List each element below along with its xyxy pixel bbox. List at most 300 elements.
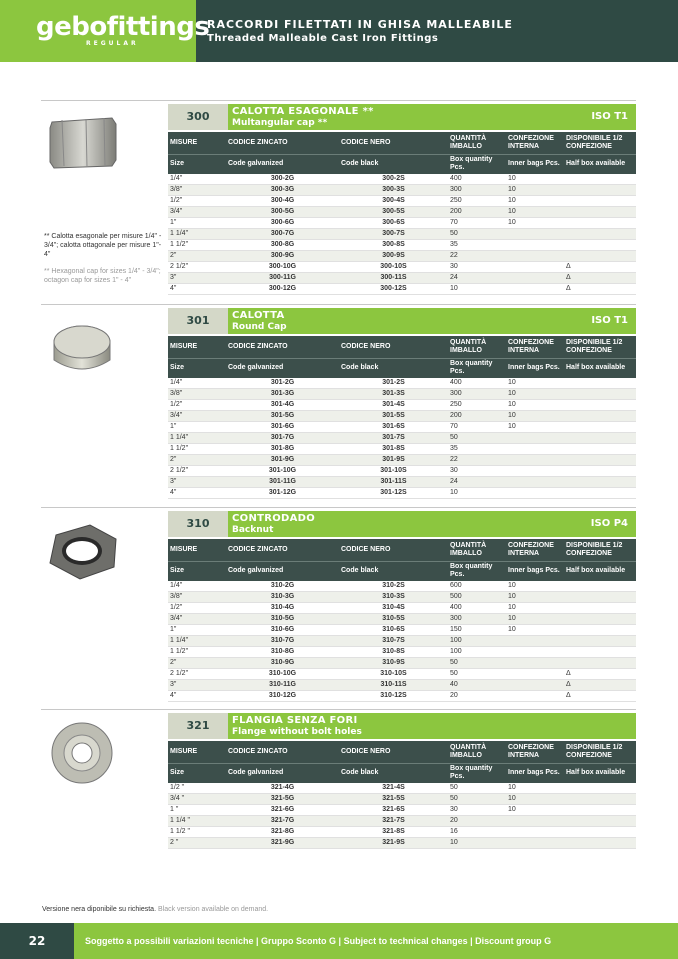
cell-code-galvanized: 310-6G [226,625,339,636]
cell-size: 1 1/4 " [168,816,226,827]
col-header-code-galvanized: Code galvanized [226,358,339,378]
note-english: ** Hexagonal cap for sizes 1/4" - 3/4"; octagon cap for sizes 1" - 4" [44,268,161,284]
cell-inner-bags: 10 [506,805,564,816]
cell-code-galvanized: 301-12G [226,488,339,499]
cell-half-box: Δ [564,284,636,295]
cell-inner-bags [506,488,564,499]
cell-code-black: 310-6S [339,625,448,636]
cell-half-box [564,625,636,636]
cell-size: 1 1/4" [168,229,226,240]
section-divider [41,507,636,508]
cell-half-box [564,614,636,625]
cell-half-box [564,389,636,400]
section-divider [41,709,636,710]
cell-inner-bags [506,240,564,251]
cell-half-box [564,422,636,433]
cell-code-black: 321-8S [339,827,448,838]
table-row [168,477,636,488]
cell-code-black: 300-2S [339,174,448,185]
cell-inner-bags [506,691,564,702]
cell-size: 1" [168,422,226,433]
cell-code-galvanized: 300-5G [226,207,339,218]
col-header-code-black: Code black [339,561,448,581]
cell-half-box [564,444,636,455]
cell-size: 3" [168,680,226,691]
table-row [168,218,636,229]
table-row [168,827,636,838]
cell-inner-bags: 10 [506,378,564,389]
cell-half-box [564,240,636,251]
table-row [168,658,636,669]
cell-size: 1 1/2" [168,647,226,658]
table-row [168,794,636,805]
col-header-disponibile: DISPONIBILE 1/2 CONFEZIONE [564,336,636,358]
table-row [168,466,636,477]
cell-size: 1 1/2 " [168,827,226,838]
cell-code-black: 300-10S [339,262,448,273]
flange-image [42,717,124,799]
col-header-codice-zincato: CODICE ZINCATO [226,741,339,763]
cell-half-box: Δ [564,262,636,273]
cell-inner-bags: 10 [506,603,564,614]
cell-size: 1 1/4" [168,433,226,444]
cell-code-galvanized: 300-7G [226,229,339,240]
cell-box-quantity: 50 [448,229,506,240]
cell-box-quantity: 16 [448,827,506,838]
col-header-code-black: Code black [339,358,448,378]
cell-code-galvanized: 321-7G [226,816,339,827]
col-header-quantita: QUANTITÀ IMBALLO [448,741,506,763]
cell-code-galvanized: 301-10G [226,466,339,477]
cell-code-black: 301-7S [339,433,448,444]
col-header-misure: MISURE [168,539,226,561]
cell-code-black: 310-9S [339,658,448,669]
col-header-disponibile: DISPONIBILE 1/2 CONFEZIONE [564,539,636,561]
col-header-codice-nero: CODICE NERO [339,132,448,154]
cell-code-galvanized: 310-5G [226,614,339,625]
cell-half-box [564,603,636,614]
logo [0,0,210,62]
cell-code-black: 310-10S [339,669,448,680]
col-header-inner-bags: Inner bags Pcs. [506,763,564,783]
cell-code-galvanized: 310-8G [226,647,339,658]
cell-box-quantity: 20 [448,691,506,702]
table-row [168,273,636,284]
cell-inner-bags [506,669,564,680]
cell-box-quantity: 40 [448,680,506,691]
cell-code-black: 300-5S [339,207,448,218]
cell-size: 3" [168,273,226,284]
cell-size: 1/2 " [168,783,226,794]
product-code: 300 [168,104,228,130]
cell-code-black: 301-8S [339,444,448,455]
col-header-codice-zincato: CODICE ZINCATO [226,132,339,154]
cell-box-quantity: 150 [448,625,506,636]
col-header-half-box: Half box available [564,763,636,783]
cell-code-galvanized: 300-11G [226,273,339,284]
cell-code-black: 310-4S [339,603,448,614]
cell-half-box [564,466,636,477]
product-table [168,741,636,849]
table-row [168,433,636,444]
cell-box-quantity: 100 [448,647,506,658]
cell-size: 1 1/2" [168,240,226,251]
cell-box-quantity: 500 [448,592,506,603]
cell-code-black: 310-3S [339,592,448,603]
cell-code-galvanized: 310-12G [226,691,339,702]
col-header-box-quantity: Box quantity Pcs. [448,763,506,783]
col-header-half-box: Half box available [564,154,636,174]
cell-size: 1/4" [168,581,226,592]
product-title-bar [228,511,636,537]
cell-code-galvanized: 301-5G [226,411,339,422]
backnut-image [42,515,124,597]
cell-box-quantity: 400 [448,603,506,614]
cell-code-black: 301-4S [339,400,448,411]
product-title-italian: CONTRODADO [232,513,316,524]
iso-standard: ISO T1 [591,315,628,326]
cell-inner-bags: 10 [506,581,564,592]
cell-half-box [564,477,636,488]
cell-box-quantity: 20 [448,816,506,827]
product-title-bar [228,104,636,130]
cell-box-quantity: 200 [448,411,506,422]
col-header-confezione: CONFEZIONE INTERNA [506,741,564,763]
cell-size: 2 1/2" [168,262,226,273]
table-row [168,592,636,603]
col-header-codice-nero: CODICE NERO [339,741,448,763]
table-row [168,581,636,592]
footer-text: Soggetto a possibili variazioni tecniche | Gruppo Sconto G | Subject to technical changes | Discount group G [85,936,552,946]
cell-code-black: 300-3S [339,185,448,196]
cell-code-galvanized: 301-3G [226,389,339,400]
cell-code-black: 321-7S [339,816,448,827]
cell-code-galvanized: 300-12G [226,284,339,295]
table-row [168,284,636,295]
table-row [168,625,636,636]
product-title-italian: FLANGIA SENZA FORI [232,715,358,726]
cell-code-black: 301-3S [339,389,448,400]
cell-size: 3/4 " [168,794,226,805]
cell-half-box [564,488,636,499]
cell-half-box [564,229,636,240]
cap-note [44,232,166,285]
table-row [168,669,636,680]
cell-half-box [564,592,636,603]
cell-code-black: 300-11S [339,273,448,284]
cell-box-quantity: 250 [448,400,506,411]
table-row [168,603,636,614]
table-row [168,400,636,411]
cell-size: 1/4" [168,378,226,389]
cell-inner-bags: 10 [506,196,564,207]
cell-half-box [564,827,636,838]
cell-inner-bags [506,477,564,488]
cell-box-quantity: 10 [448,284,506,295]
cell-box-quantity: 22 [448,455,506,466]
cell-box-quantity: 100 [448,636,506,647]
cell-size: 1/2" [168,400,226,411]
col-header-misure: MISURE [168,132,226,154]
page-header [0,0,678,62]
cell-code-black: 300-4S [339,196,448,207]
cell-half-box: Δ [564,680,636,691]
cell-box-quantity: 50 [448,669,506,680]
cell-code-black: 321-6S [339,805,448,816]
cell-half-box [564,816,636,827]
cell-box-quantity: 30 [448,805,506,816]
cell-inner-bags: 10 [506,218,564,229]
cell-half-box [564,783,636,794]
table-row [168,207,636,218]
cell-half-box [564,455,636,466]
cell-code-black: 321-5S [339,794,448,805]
cell-code-galvanized: 300-3G [226,185,339,196]
cell-half-box: Δ [564,669,636,680]
cell-inner-bags [506,262,564,273]
col-header-half-box: Half box available [564,561,636,581]
cell-box-quantity: 250 [448,196,506,207]
cell-half-box [564,794,636,805]
cell-code-galvanized: 300-10G [226,262,339,273]
cell-half-box [564,251,636,262]
cell-inner-bags [506,229,564,240]
table-row [168,614,636,625]
cell-code-galvanized: 301-7G [226,433,339,444]
cell-code-galvanized: 321-6G [226,805,339,816]
footer-note-italian: Versione nera diponibile su richiesta. [42,906,157,913]
cell-half-box [564,218,636,229]
table-row [168,691,636,702]
cell-half-box: Δ [564,691,636,702]
product-title-italian: CALOTTA ESAGONALE ** [232,106,374,117]
cell-code-galvanized: 300-4G [226,196,339,207]
cell-code-black: 301-5S [339,411,448,422]
table-row [168,389,636,400]
cell-code-galvanized: 310-9G [226,658,339,669]
cell-box-quantity: 400 [448,174,506,185]
cell-box-quantity: 70 [448,422,506,433]
product-table [168,132,636,295]
product-title-english: Multangular cap ** [232,118,328,128]
cell-size: 2 1/2" [168,669,226,680]
cell-size: 3/8" [168,185,226,196]
cell-code-galvanized: 301-8G [226,444,339,455]
cell-inner-bags [506,455,564,466]
cell-half-box [564,411,636,422]
cell-box-quantity: 300 [448,185,506,196]
cell-code-galvanized: 300-6G [226,218,339,229]
cell-size: 4" [168,284,226,295]
cell-inner-bags: 10 [506,389,564,400]
table-row [168,196,636,207]
cell-size: 3/4" [168,207,226,218]
col-header-size: Size [168,763,226,783]
cell-code-black: 300-9S [339,251,448,262]
cell-code-galvanized: 310-4G [226,603,339,614]
cell-inner-bags [506,816,564,827]
note-italian: ** Calotta esagonale per misure 1/4" - 3/4"; calotta ottagonale per misure 1"- 4" [44,233,162,258]
cell-code-black: 300-6S [339,218,448,229]
cell-size: 4" [168,488,226,499]
col-header-inner-bags: Inner bags Pcs. [506,561,564,581]
cell-size: 1" [168,625,226,636]
cell-half-box [564,805,636,816]
cell-box-quantity: 600 [448,581,506,592]
cell-box-quantity: 10 [448,488,506,499]
table-row [168,422,636,433]
cell-half-box [564,647,636,658]
cell-box-quantity: 50 [448,794,506,805]
cell-size: 1/2" [168,603,226,614]
cell-box-quantity: 50 [448,783,506,794]
product-table [168,539,636,702]
table-row [168,411,636,422]
product-title-english: Backnut [232,525,274,535]
col-header-quantita: QUANTITÀ IMBALLO [448,336,506,358]
cell-code-galvanized: 301-11G [226,477,339,488]
cell-inner-bags: 10 [506,185,564,196]
cell-code-black: 321-9S [339,838,448,849]
col-header-codice-zincato: CODICE ZINCATO [226,336,339,358]
cell-code-black: 310-5S [339,614,448,625]
cell-code-galvanized: 301-4G [226,400,339,411]
product-title-english: Round Cap [232,322,287,332]
col-header-code-black: Code black [339,154,448,174]
col-header-misure: MISURE [168,741,226,763]
footer-note [42,906,268,913]
cell-code-galvanized: 321-5G [226,794,339,805]
product-table [168,336,636,499]
cell-size: 3/8" [168,592,226,603]
cell-box-quantity: 200 [448,207,506,218]
table-row [168,262,636,273]
cell-half-box [564,838,636,849]
cell-inner-bags: 10 [506,400,564,411]
cell-code-galvanized: 300-2G [226,174,339,185]
cell-code-black: 301-10S [339,466,448,477]
col-header-size: Size [168,358,226,378]
cell-half-box [564,636,636,647]
cell-inner-bags [506,444,564,455]
cell-code-galvanized: 310-3G [226,592,339,603]
col-header-box-quantity: Box quantity Pcs. [448,561,506,581]
cell-inner-bags [506,827,564,838]
header-subtitle: Threaded Malleable Cast Iron Fittings [207,33,439,44]
cell-code-galvanized: 300-9G [226,251,339,262]
cell-code-galvanized: 301-9G [226,455,339,466]
col-header-confezione: CONFEZIONE INTERNA [506,539,564,561]
cell-code-galvanized: 301-2G [226,378,339,389]
cell-code-black: 301-6S [339,422,448,433]
col-header-disponibile: DISPONIBILE 1/2 CONFEZIONE [564,132,636,154]
cell-size: 1 " [168,805,226,816]
product-code: 321 [168,713,228,739]
cell-code-black: 301-9S [339,455,448,466]
cell-size: 2" [168,455,226,466]
cell-size: 2 " [168,838,226,849]
col-header-size: Size [168,561,226,581]
col-header-quantita: QUANTITÀ IMBALLO [448,132,506,154]
cell-code-black: 300-12S [339,284,448,295]
table-row [168,838,636,849]
col-header-misure: MISURE [168,336,226,358]
cell-size: 1/2" [168,196,226,207]
col-header-inner-bags: Inner bags Pcs. [506,358,564,378]
cell-inner-bags: 10 [506,783,564,794]
cell-code-black: 301-2S [339,378,448,389]
table-row [168,251,636,262]
page-footer [0,923,678,959]
cell-size: 3/4" [168,411,226,422]
col-header-confezione: CONFEZIONE INTERNA [506,336,564,358]
cell-half-box [564,581,636,592]
cell-half-box [564,378,636,389]
cell-box-quantity: 30 [448,262,506,273]
logo-text: gebofittings [36,12,210,42]
cell-size: 3/8" [168,389,226,400]
cell-inner-bags [506,647,564,658]
cell-code-galvanized: 310-2G [226,581,339,592]
col-header-code-galvanized: Code galvanized [226,154,339,174]
cell-code-galvanized: 310-10G [226,669,339,680]
product-title-bar [228,713,636,739]
cell-inner-bags [506,838,564,849]
table-row [168,444,636,455]
header-title: RACCORDI FILETTATI IN GHISA MALLEABILE [207,18,513,31]
iso-standard: ISO T1 [591,111,628,122]
table-row [168,488,636,499]
cell-inner-bags: 10 [506,592,564,603]
table-row [168,174,636,185]
cell-inner-bags [506,658,564,669]
cell-size: 2" [168,251,226,262]
cell-inner-bags: 10 [506,794,564,805]
cell-box-quantity: 30 [448,466,506,477]
cell-inner-bags [506,284,564,295]
footer-note-english: Black version available on demand. [157,906,269,913]
table-row [168,636,636,647]
cell-half-box [564,174,636,185]
cell-code-black: 310-2S [339,581,448,592]
cell-inner-bags: 10 [506,422,564,433]
cell-code-galvanized: 321-9G [226,838,339,849]
cell-code-black: 310-11S [339,680,448,691]
col-header-confezione: CONFEZIONE INTERNA [506,132,564,154]
cell-inner-bags [506,251,564,262]
cell-box-quantity: 300 [448,614,506,625]
page-number: 22 [0,923,74,959]
cell-size: 3" [168,477,226,488]
cell-inner-bags: 10 [506,174,564,185]
cell-code-black: 310-12S [339,691,448,702]
cell-half-box [564,185,636,196]
table-row [168,647,636,658]
cell-box-quantity: 35 [448,240,506,251]
cell-code-black: 310-8S [339,647,448,658]
col-header-codice-nero: CODICE NERO [339,336,448,358]
cell-box-quantity: 50 [448,658,506,669]
table-row [168,455,636,466]
hexagonal-cap-image [42,108,124,190]
table-row [168,229,636,240]
section-divider [41,304,636,305]
cell-size: 3/4" [168,614,226,625]
cell-box-quantity: 300 [448,389,506,400]
cell-size: 1/4" [168,174,226,185]
cell-box-quantity: 70 [448,218,506,229]
cell-box-quantity: 24 [448,273,506,284]
